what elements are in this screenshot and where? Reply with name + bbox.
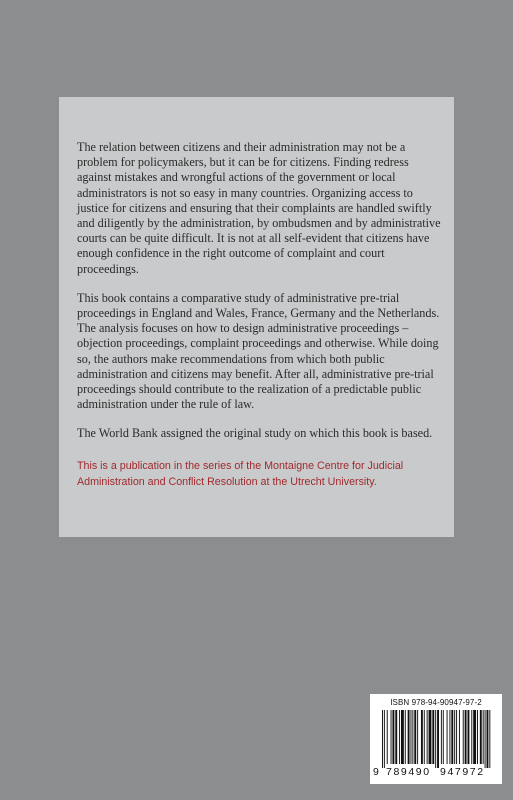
barcode-bars <box>380 710 492 768</box>
series-note: This is a publication in the series of the Montaigne Centre for Judicial Administration and Conflict Resolution at the Utrecht University. <box>77 459 404 488</box>
back-cover-text <box>77 140 441 504</box>
barcode-digits-right: 947972 <box>440 766 485 778</box>
isbn-label: ISBN 978-94-90947-97-2 <box>390 698 482 707</box>
paragraph-2: This book contains a comparative study of administrative pre-trial proceedings in England and Wales, France, Germany and the Netherlands. The analysis focuses on how to design administrative proceedings – objection proceedings, complaint proceedings and otherwise. While doing so, the authors make recommendations from which both public administration and citizens may benefit. After all, administrative pre-trial proceedings should contribute to the realization of a predictable public administration under the rule of law. <box>77 290 440 412</box>
paragraph-3: The World Bank assigned the original study on which this book is based. <box>77 426 433 441</box>
barcode-digit-first: 9 <box>373 766 379 778</box>
barcode <box>370 694 502 784</box>
paragraph-1: The relation between citizens and their administration may not be a problem for policymakers, but it can be for citizens. Finding redress against mistakes and wrongful actions of the government or local administrators is not so easy in many countries. Organizing access to justice for citizens and ensuring that their complaints are handled swiftly and diligently by the administration, by ombudsmen and by administrative courts can be quite difficult. It is not at all self-evident that citizens have enough confidence in the right outcome of complaint and court proceedings. <box>77 140 441 276</box>
barcode-digits-left: 789490 <box>386 766 431 778</box>
